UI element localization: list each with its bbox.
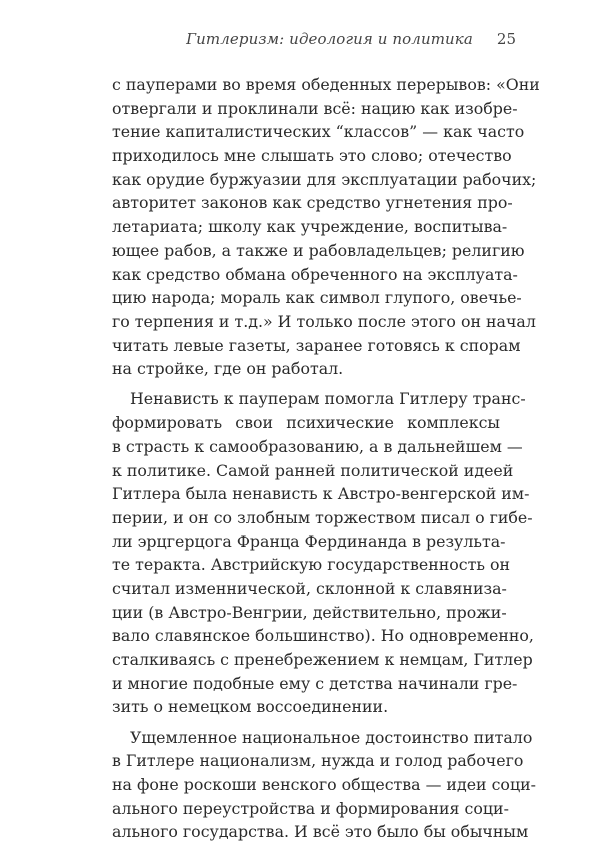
text-line: на стройке, где он работал. — [112, 359, 344, 379]
text-line: приходилось мне слышать это слово; отечество — [112, 146, 512, 166]
text-line: Ненависть к пауперам помогла Гитлеру транс- — [130, 389, 526, 409]
text-line: и многие подобные ему с детства начинали гре- — [112, 673, 518, 693]
text-line: к политике. Самой ранней политической идеей — [112, 460, 514, 480]
text-line: ального переустройства и формирования соци- — [112, 798, 509, 818]
text-line: летариата; школу как учреждение, воспитыва- — [112, 217, 508, 237]
page-number: 25 — [496, 30, 516, 48]
text-line: в Гитлере национализм, нужда и голод рабочего — [112, 751, 524, 771]
paragraph — [112, 387, 534, 719]
text-line: с пауперами во время обеденных перерывов: «Они — [112, 75, 540, 94]
text-line: формировать свои психические комплексы — [112, 413, 500, 433]
text-line: в страсть к самообразованию, а в дальнейшем — — [112, 436, 523, 456]
paragraph — [112, 726, 536, 844]
text-line: как средство обмана обреченного на эксплуата- — [112, 264, 518, 284]
text-line: тение капиталистических “классов” — как часто — [112, 122, 525, 142]
text-line: ющее рабов, а также и рабовладельцев; религию — [112, 240, 525, 260]
text-line: перии, и он со злобным торжеством писал о гибе- — [112, 507, 533, 527]
text-line: отвергали и проклинали всё: нацию как изобре- — [112, 98, 518, 118]
text-line: Гитлера была ненависть к Австро-венгерской им- — [112, 484, 530, 504]
running-head — [86, 30, 516, 48]
text-line: на фоне роскоши венского общества — идеи соци- — [112, 774, 536, 794]
text-line: ального государства. И всё это было бы обычным — [112, 822, 529, 842]
text-line: ли эрцгерцога Франца Фердинанда в результа- — [112, 531, 506, 551]
text-line: читать левые газеты, заранее готовясь к спорам — [112, 335, 521, 355]
text-line: ции (в Австро-Венгрии, действительно, прожи- — [112, 602, 507, 622]
body-text — [112, 73, 540, 851]
text-line: Ущемленное национальное достоинство питало — [130, 727, 533, 747]
running-head-title: Гитлеризм: идеология и политика — [186, 30, 473, 48]
text-line: зить о немецком воссоединении. — [112, 697, 389, 717]
paragraph — [112, 73, 540, 381]
text-line: как орудие буржуазии для эксплуатации рабочих; — [112, 169, 537, 189]
text-line: сталкиваясь с пренебрежением к немцам, Гитлер — [112, 650, 533, 669]
text-line: те теракта. Австрийскую государственность он — [112, 555, 511, 575]
text-line: цию народа; мораль как символ глупого, овечье- — [112, 288, 522, 308]
text-line: считал изменнической, склонной к славянизa- — [112, 578, 507, 598]
text-line: авторитет законов как средство угнетения про- — [112, 193, 513, 213]
text-line: вало славянское большинство). Но одновременно, — [112, 626, 534, 646]
text-line: го терпения и т.д.» И только после этого он начал — [112, 311, 536, 331]
